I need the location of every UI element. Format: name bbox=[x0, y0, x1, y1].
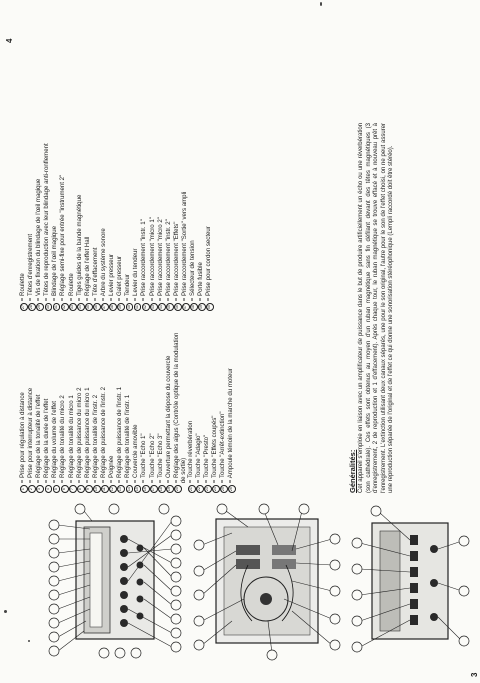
callout-number: 10 bbox=[93, 485, 101, 493]
callout-number: 46 bbox=[174, 303, 182, 311]
callout-number: 44 bbox=[158, 303, 166, 311]
page-number-right: 4 bbox=[5, 38, 14, 43]
legend-text: = Blindage de l'œil magique bbox=[51, 226, 59, 302]
legend-item bbox=[206, 135, 214, 311]
callout-number: 27 bbox=[20, 303, 28, 311]
legend-text: = Réglage de puissance du micro 2 bbox=[75, 387, 83, 484]
legend-text: = Levier du tendeur bbox=[132, 248, 140, 302]
legend-text: = Réglage des aigus (Contrôle optique de la modulation de sortie) bbox=[172, 332, 187, 484]
callout-number: 12 bbox=[109, 485, 117, 493]
callout-number: 24 bbox=[212, 485, 220, 493]
callout-number: 50 bbox=[206, 303, 214, 311]
legend-text: = Réglage de tonalité du micro 2 bbox=[59, 395, 67, 484]
legend-text: = Prise pour interrupteur à distance bbox=[27, 387, 35, 484]
page-number-left: 3 bbox=[470, 672, 479, 677]
legend-text: = Vis de fixation du blindage de l'œil magique bbox=[35, 178, 43, 302]
callout-number: 36 bbox=[93, 303, 101, 311]
callout-number: 23 bbox=[204, 485, 212, 493]
legend-text: = Porte fusible bbox=[197, 262, 205, 302]
legend-text: = Tiges guides de la bande magnétique bbox=[75, 194, 83, 302]
legend-text: = Têtes de reproduction avec leur blindage anti-ronflement bbox=[43, 143, 51, 302]
legend-text: = Touche "Arrêt-extinction" bbox=[219, 411, 227, 484]
legend-text: = Ampoule témoin de la marche du moteur bbox=[227, 368, 235, 484]
callout-number: 14 bbox=[126, 485, 134, 493]
callout-number: 2 bbox=[28, 485, 36, 493]
callout-number: 4 bbox=[45, 485, 53, 493]
callout-number: 38 bbox=[109, 303, 117, 311]
legend-text: = Réglage de puissance de l'instr. 1 bbox=[116, 387, 124, 484]
callout-number: 32 bbox=[61, 303, 69, 311]
legend-text: = Prise pour cordon secteur bbox=[205, 226, 213, 302]
legend-list-1 bbox=[20, 325, 236, 493]
figure-tape-mechanism bbox=[192, 501, 342, 661]
callout-number: 30 bbox=[45, 303, 53, 311]
general-heading: Généralités: bbox=[348, 449, 357, 493]
legend-text: = Poignée bbox=[108, 455, 116, 484]
legend-text: = Roulette bbox=[67, 273, 75, 302]
legend-text: = Touche "Echo 1" bbox=[140, 433, 148, 484]
callout-number: 11 bbox=[101, 485, 109, 493]
legend-text: = Réglage de la durée de l'effet bbox=[43, 398, 51, 484]
callout-number: 3 bbox=[36, 485, 44, 493]
callout-number: 6 bbox=[61, 485, 69, 493]
callout-number: 39 bbox=[117, 303, 125, 311]
callout-number: 49 bbox=[198, 303, 206, 311]
callout-number: 5 bbox=[53, 485, 61, 493]
scan-speck bbox=[28, 640, 30, 642]
legend-text: = Têtes d'enregistrement bbox=[27, 233, 35, 302]
callout-number: 37 bbox=[101, 303, 109, 311]
legend-text: = Prise raccordement "micro 1" bbox=[148, 217, 156, 302]
callout-number: 47 bbox=[182, 303, 190, 311]
callout-number: 20 bbox=[174, 485, 182, 493]
legend-item bbox=[174, 325, 188, 493]
legend-text: = Réglage de puissance de l'instr. 2 bbox=[99, 387, 107, 484]
legend-text: = Réglage de tonalité de l'instr. 1 bbox=[124, 394, 132, 484]
callout-number: 26 bbox=[228, 485, 236, 493]
legend-text: = Prise raccordement "instr. 1" bbox=[140, 219, 148, 302]
callout-number: 35 bbox=[85, 303, 93, 311]
callout-number: 8 bbox=[77, 485, 85, 493]
legend-text: = Prise raccordement "micro 2" bbox=[156, 217, 164, 302]
callout-number: 29 bbox=[36, 303, 44, 311]
legend-text: = Réglage semi-fixe pour entrée "instrument 2" bbox=[59, 174, 67, 302]
legend-column-2 bbox=[20, 135, 214, 311]
callout-number: 41 bbox=[134, 303, 142, 311]
legend-text: = Touche "Echo 3" bbox=[156, 433, 164, 484]
callout-number: 22 bbox=[196, 485, 204, 493]
callout-number: 40 bbox=[126, 303, 134, 311]
legend-item bbox=[228, 325, 236, 493]
general-paragraph: Cet appareil s'emploie en liaison avec un amplificateur de puissance dans le but de produire artificiellement un écho ou une réverbération (son cathédrale). Ces effets sont obtenus au moyen d'un ruban magnétique sans fin défilant devant des têtes magnétiques (3 d'enregistrement, 2 de reproduction et 1 d'effacement). Après chaque tour, le ruban magnétique se trouve effacé et à nouveau prêt à l'enregistrement. L'extinction utilisant deux canaux séparés, une pour le son original, l'autre pour le son de l'effet choisi, on ne peut assurer une reproduction séparée de l'original et de l'effet ce qui donne une sonorisation stéréophonique (Lempli raccordé doit être stéréo). bbox=[358, 123, 394, 493]
callout-number: 19 bbox=[166, 485, 174, 493]
legend-text: = Touche "Effets coupés" bbox=[210, 415, 218, 484]
legend-text: = Ouverture permettant la dépose du couvercle bbox=[164, 355, 172, 484]
legend-text: = Arbre du système sonore bbox=[99, 228, 107, 302]
legend-text: = Réglage du volume de l'effet bbox=[51, 401, 59, 484]
figure-rear-connectors bbox=[350, 501, 470, 661]
callout-number: 33 bbox=[69, 303, 77, 311]
legend-text: = Prise raccordement "instr. 2" bbox=[164, 219, 172, 302]
callout-number: 42 bbox=[142, 303, 150, 311]
legend-text: = Touche "Adagio" bbox=[194, 433, 202, 484]
legend-text: = Tête d'effacement bbox=[91, 247, 99, 302]
legend-text: = Roulette bbox=[19, 273, 26, 302]
callout-number: 9 bbox=[85, 485, 93, 493]
legend-text: = Galet presseur bbox=[116, 255, 124, 302]
callout-number: 21 bbox=[188, 485, 196, 493]
callout-number: 15 bbox=[134, 485, 142, 493]
legend-text: = Couvercle amovible bbox=[132, 424, 140, 484]
scan-speck bbox=[4, 610, 7, 613]
callout-number: 34 bbox=[77, 303, 85, 311]
callout-number: 1 bbox=[20, 485, 28, 493]
callout-number: 16 bbox=[142, 485, 150, 493]
legend-text: = Touche réverbération bbox=[186, 420, 194, 484]
legend-text: = Levier presseur bbox=[108, 253, 116, 302]
callout-number: 31 bbox=[53, 303, 61, 311]
legend-text: = Prise pour régulation à distance bbox=[19, 392, 26, 484]
legend-list-2 bbox=[20, 135, 214, 311]
legend-text: = Touche "Echo 2" bbox=[148, 433, 156, 484]
callout-number: 13 bbox=[117, 485, 125, 493]
legend-text: = Réglage de tonalité du micro 1 bbox=[67, 395, 75, 484]
callout-number: 25 bbox=[220, 485, 228, 493]
legend-text: = Réglage de la tonalité de l'effet bbox=[35, 394, 43, 484]
legend-text: = Réglage de puissance du micro 1 bbox=[83, 387, 91, 484]
legend-text: = Prise raccordement "Effets" bbox=[172, 221, 180, 302]
callout-number: 28 bbox=[28, 303, 36, 311]
figure-front-panel bbox=[44, 501, 184, 661]
legend-column-1 bbox=[20, 325, 236, 493]
legend-text: = Tendeur bbox=[124, 274, 132, 302]
callout-number: 7 bbox=[69, 485, 77, 493]
callout-number: 48 bbox=[190, 303, 198, 311]
callout-number: 45 bbox=[166, 303, 174, 311]
legend-text: = Touche "Presto" bbox=[202, 434, 210, 484]
callout-number: 17 bbox=[150, 485, 158, 493]
legend-text: = Prise raccordement "Sortie" vers ampli bbox=[180, 191, 188, 302]
legend-text: = Réglage de l'effet Hall bbox=[83, 236, 91, 302]
legend-text: = Sélecteur de tension bbox=[188, 240, 196, 302]
callout-number: 18 bbox=[158, 485, 166, 493]
legend-text: = Réglage de tonalité de l'instr. 2 bbox=[91, 394, 99, 484]
scan-speck bbox=[320, 2, 322, 6]
callout-number: 43 bbox=[150, 303, 158, 311]
